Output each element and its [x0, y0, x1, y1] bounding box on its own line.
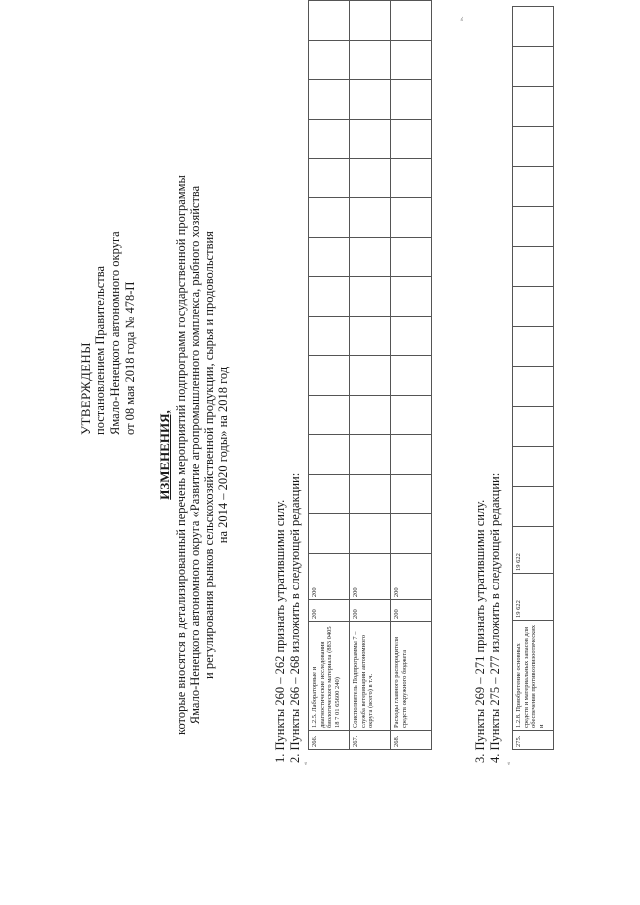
empty-cell — [309, 277, 350, 316]
empty-cell — [309, 40, 350, 79]
empty-cell — [513, 47, 554, 87]
empty-cell — [350, 435, 391, 474]
empty-cell — [350, 80, 391, 119]
row-value: 200 — [391, 553, 432, 600]
empty-cell — [309, 119, 350, 158]
row-number: 275. — [513, 731, 554, 750]
row-value: 200 — [391, 600, 432, 622]
empty-cell — [391, 316, 432, 355]
quote-mark: « — [303, 762, 309, 765]
row-number: 266. — [309, 731, 350, 750]
row-name: 1.2.5. Лабораторные и диагностические исследования биологического материала (883 0405 18 7 01 65600 240) — [309, 621, 350, 730]
row-value: 200 — [350, 553, 391, 600]
empty-cell — [513, 87, 554, 127]
title-heading: ИЗМЕНЕНИЯ, — [157, 410, 172, 500]
empty-cell — [350, 316, 391, 355]
row-value: 19 622 — [513, 574, 554, 621]
approval-head: УТВЕРЖДЕНЫ — [78, 342, 93, 435]
empty-cell — [391, 356, 432, 395]
empty-cell — [391, 159, 432, 198]
document-title — [158, 105, 230, 805]
empty-cell — [391, 435, 432, 474]
empty-cell — [391, 198, 432, 237]
empty-cell — [391, 1, 432, 41]
empty-cell — [309, 316, 350, 355]
quote-mark: « — [506, 762, 512, 765]
empty-cell — [350, 40, 391, 79]
empty-cell — [350, 1, 391, 41]
approval-line: от 08 мая 2018 года № 478-П — [123, 281, 137, 435]
empty-cell — [513, 7, 554, 47]
change-item: 3. Пункты 269 – 271 признать утратившими силу. — [473, 499, 487, 763]
title-line: Ямало-Ненецкого автономного округа «Развитие агропромышленного комплекса, рыбного хозяйства — [188, 185, 202, 725]
empty-cell — [391, 237, 432, 276]
empty-cell — [309, 80, 350, 119]
empty-cell — [350, 119, 391, 158]
table-row — [391, 1, 432, 750]
empty-cell — [350, 474, 391, 513]
empty-cell — [309, 237, 350, 276]
empty-cell — [513, 367, 554, 407]
empty-cell — [350, 159, 391, 198]
empty-cell — [391, 277, 432, 316]
title-line: на 2014 – 2020 годы» на 2018 год — [216, 366, 230, 544]
row-number: 267. — [350, 731, 391, 750]
empty-cell — [391, 119, 432, 158]
empty-cell — [391, 40, 432, 79]
row-number: 268. — [391, 731, 432, 750]
empty-cell — [350, 198, 391, 237]
change-item: 1. Пункты 260 – 262 признать утратившими силу. — [273, 499, 287, 763]
title-line: и регулирования рынков сельскохозяйственной продукции, сырья и продовольствия — [202, 231, 216, 679]
empty-cell — [309, 474, 350, 513]
empty-cell — [391, 395, 432, 434]
empty-cell — [309, 356, 350, 395]
empty-cell — [350, 356, 391, 395]
empty-cell — [513, 127, 554, 167]
empty-cell — [391, 474, 432, 513]
empty-cell — [513, 247, 554, 287]
quote-mark: ». — [459, 16, 465, 21]
empty-cell — [350, 277, 391, 316]
empty-cell — [513, 487, 554, 527]
empty-cell — [309, 198, 350, 237]
empty-cell — [309, 159, 350, 198]
empty-cell — [350, 395, 391, 434]
row-name: 1.2.8. Приобретение основных средств и материальных запасов для обеспечения противоэпизоотических и — [513, 621, 554, 731]
empty-cell — [513, 167, 554, 207]
empty-cell — [513, 207, 554, 247]
empty-cell — [309, 1, 350, 41]
row-value: 200 — [309, 553, 350, 600]
table-2 — [512, 6, 554, 750]
row-value: 200 — [309, 600, 350, 622]
empty-cell — [513, 447, 554, 487]
row-value: 19 622 — [513, 527, 554, 574]
row-name: Расходы главного распорядителя средств окружного бюджета — [391, 621, 432, 730]
empty-cell — [350, 237, 391, 276]
empty-cell — [309, 514, 350, 553]
empty-cell — [513, 287, 554, 327]
row-name: Соисполнитель Подпрограммы 7 – служба ветеринарии автономного округа (всего) в т.ч. — [350, 621, 391, 730]
empty-cell — [513, 407, 554, 447]
row-value: 200 — [350, 600, 391, 622]
table-row — [350, 1, 391, 750]
table-row — [513, 7, 554, 750]
empty-cell — [391, 514, 432, 553]
approval-line: Ямало-Ненецкого автономного округа — [108, 231, 122, 435]
empty-cell — [309, 435, 350, 474]
empty-cell — [513, 327, 554, 367]
change-item: 2. Пункты 266 – 268 изложить в следующей редакции: — [288, 472, 302, 763]
title-line: которые вносятся в детализированный перечень мероприятий подпрограмм государственной программы — [174, 175, 188, 735]
empty-cell — [309, 395, 350, 434]
approval-line: постановлением Правительства — [93, 265, 107, 435]
empty-cell — [391, 80, 432, 119]
change-item: 4. Пункты 275 – 277 изложить в следующей редакции: — [488, 472, 502, 763]
empty-cell — [350, 514, 391, 553]
table-1 — [308, 0, 432, 750]
approval-block — [78, 231, 138, 435]
table-row — [309, 1, 350, 750]
